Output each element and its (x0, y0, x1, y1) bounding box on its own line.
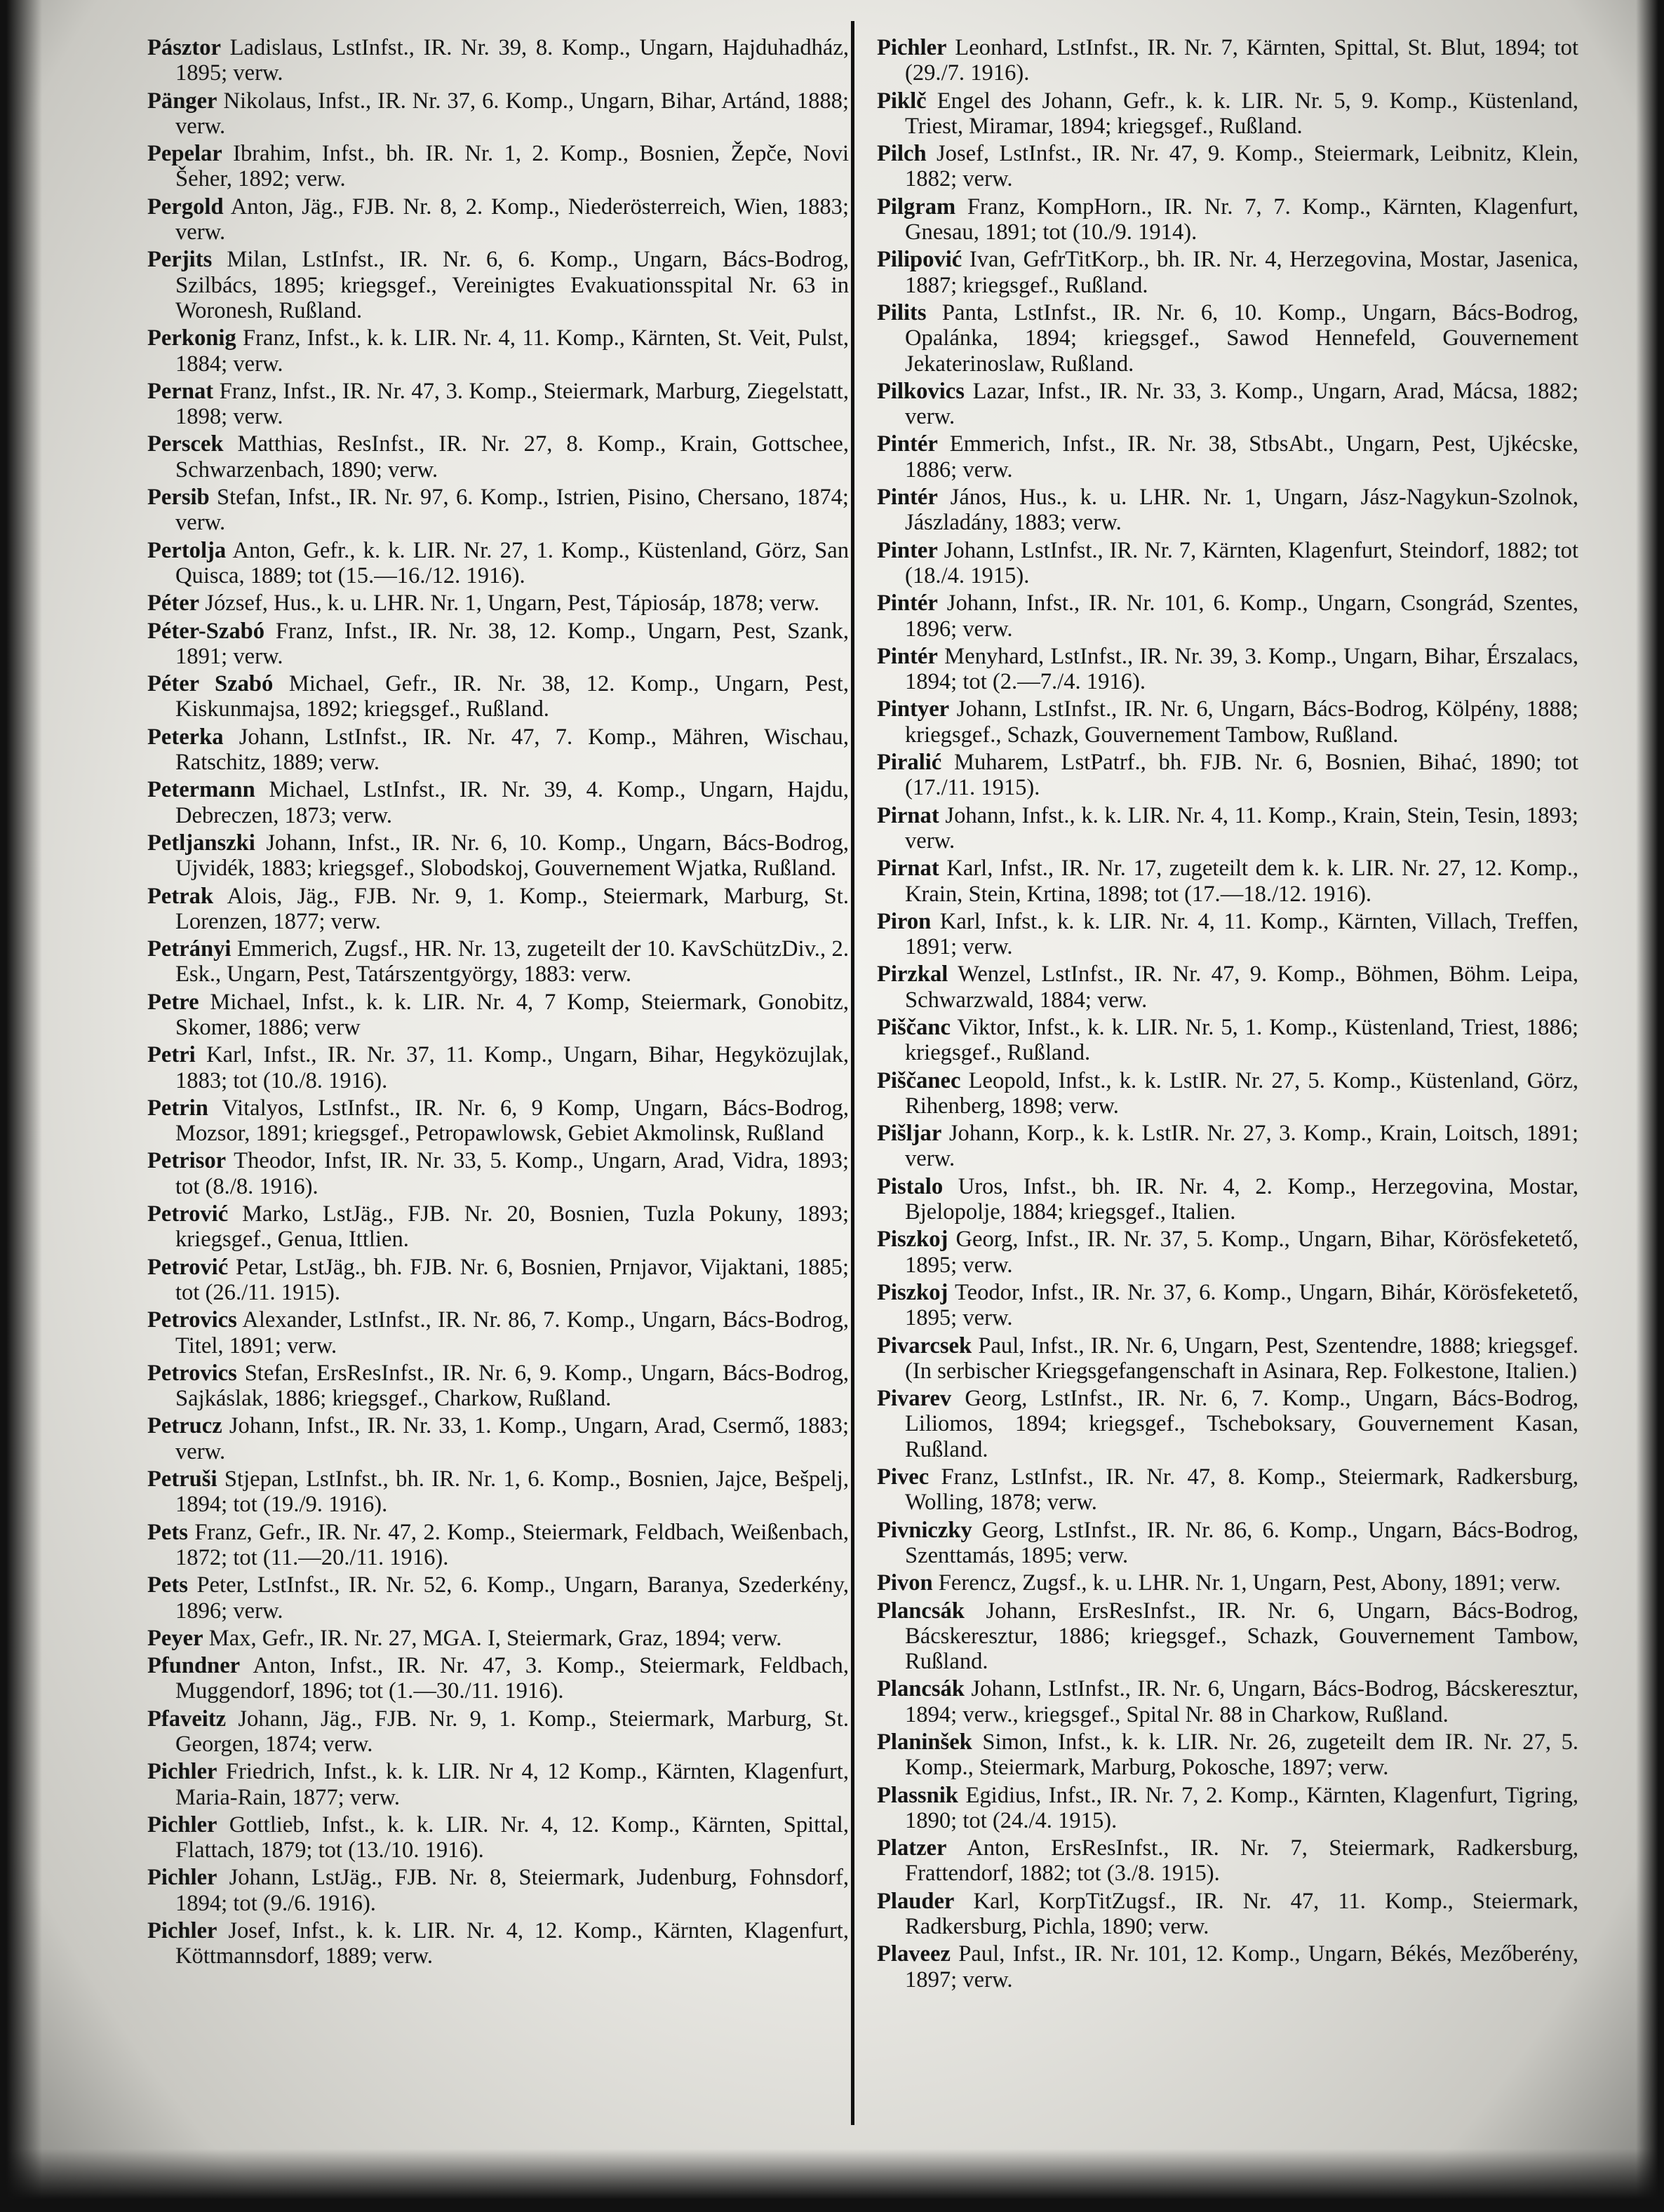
entry-details: Michael, Infst., k. k. LIR. Nr. 4, 7 Komp, Steiermark, Gonobitz, Skomer, 1886; verw (175, 989, 849, 1040)
entry-surname: Pergold (147, 194, 224, 220)
register-entry (147, 1759, 849, 1810)
entry-details: Muharem, LstPatrf., bh. FJB. Nr. 6, Bosnien, Bihać, 1890; tot (17./11. 1915). (905, 750, 1578, 801)
register-entry (147, 1706, 849, 1758)
entry-surname: Péter (147, 591, 200, 616)
entry-surname: Piralić (877, 750, 942, 776)
entry-details: Johann, Infst., k. k. LIR. Nr. 4, 11. Komp., Krain, Stein, Tesin, 1893; verw. (905, 802, 1578, 854)
register-entry (877, 1333, 1578, 1384)
register-entry (147, 1653, 849, 1704)
entry-surname: Petrović (147, 1201, 229, 1227)
register-entry (147, 671, 849, 722)
register-entry (877, 300, 1578, 377)
entry-surname: Petermann (147, 777, 255, 803)
entry-details: Ivan, GefrTitKorp., bh. IR. Nr. 4, Herzegovina, Mostar, Jasenica, 1887; kriegsgef., Rußland. (905, 247, 1578, 298)
register-entry (147, 1918, 849, 1969)
scan-shadow-left (0, 0, 42, 2212)
entry-surname: Pivon (877, 1570, 933, 1596)
entry-surname: Pišljar (877, 1121, 942, 1147)
entry-surname: Petrovics (147, 1360, 237, 1386)
entry-surname: Pepelar (147, 141, 222, 167)
register-entry (877, 1280, 1578, 1331)
entry-details: Anton, Infst., IR. Nr. 47, 3. Komp., Steiermark, Feldbach, Muggendorf, 1896; tot (1.—30./11. 1916). (175, 1653, 849, 1704)
register-entry (877, 379, 1578, 430)
right-column (877, 35, 1578, 1995)
entry-surname: Planinšek (877, 1729, 972, 1755)
entry-details: Ferencz, Zugsf., k. u. LHR. Nr. 1, Ungarn, Pest, Abony, 1891; verw. (932, 1570, 1561, 1596)
register-entry (877, 962, 1578, 1013)
entry-details: Emmerich, Infst., IR. Nr. 38, StbsAbt., Ungarn, Pest, Ujkécske, 1886; verw. (905, 431, 1578, 483)
register-entry (877, 88, 1578, 140)
register-entry (147, 88, 849, 140)
entry-surname: Pilgram (877, 194, 956, 220)
entry-details: Anton, Jäg., FJB. Nr. 8, 2. Komp., Niederösterreich, Wien, 1883; verw. (175, 194, 849, 245)
register-entry (147, 1042, 849, 1093)
register-entry (147, 884, 849, 935)
register-entry (877, 35, 1578, 86)
register-entry (147, 1466, 849, 1518)
entry-surname: Plancsák (877, 1598, 965, 1624)
entry-surname: Pichler (877, 35, 947, 60)
entry-surname: Petrányi (147, 936, 232, 962)
entry-surname: Petrin (147, 1095, 208, 1121)
entry-details: Franz, Infst., IR. Nr. 38, 12. Komp., Ungarn, Pest, Szank, 1891; verw. (175, 618, 849, 669)
entry-details: Teodor, Infst., IR. Nr. 37, 6. Komp., Ungarn, Bihár, Körösfeketető, 1895; verw. (905, 1279, 1578, 1331)
register-entry (877, 1598, 1578, 1675)
register-entry (147, 1095, 849, 1147)
register-entry (877, 1941, 1578, 1992)
scan-shadow-right (1636, 0, 1664, 2212)
entry-details: Stjepan, LstInfst., bh. IR. Nr. 1, 6. Komp., Bosnien, Jajce, Bešpelj, 1894; tot (19./9. 1916). (175, 1466, 849, 1518)
entry-details: Franz, KompHorn., IR. Nr. 7, 7. Komp., Kärnten, Klagenfurt, Gnesau, 1891; tot (10./9. 1914). (905, 194, 1578, 245)
entry-details: Leopold, Infst., k. k. LstIR. Nr. 27, 5. Komp., Küstenland, Görz, Rihenberg, 1898; verw. (905, 1067, 1578, 1119)
entry-details: Johann, Infst., IR. Nr. 6, 10. Komp., Ungarn, Bács-Bodrog, Ujvidék, 1883; kriegsgef., Slobodskoj, Gouvernement Wjatka, Rußland. (175, 830, 849, 882)
entry-details: Georg, LstInfst., IR. Nr. 6, 7. Komp., Ungarn, Bács-Bodrog, Liliomos, 1894; kriegsgef., Tscheboksary, Gouvernement Kasan, Rußland. (905, 1386, 1578, 1462)
entry-details: Stefan, Infst., IR. Nr. 97, 6. Komp., Istrien, Pisino, Chersano, 1874; verw. (175, 485, 849, 536)
entry-surname: Pilch (877, 141, 927, 167)
entry-surname: Plancsák (877, 1676, 965, 1702)
entry-surname: Piščanc (877, 1014, 951, 1040)
register-entry (147, 247, 849, 323)
register-entry (147, 379, 849, 430)
entry-details: Uros, Infst., bh. IR. Nr. 4, 2. Komp., Herzegovina, Mostar, Bjelopolje, 1884; kriegsgef., Italien. (905, 1173, 1578, 1225)
register-entry (877, 1518, 1578, 1569)
entry-surname: Pintér (877, 485, 938, 511)
entry-surname: Pfaveitz (147, 1706, 227, 1732)
entry-details: Alexander, LstInfst., IR. Nr. 86, 7. Komp., Ungarn, Bács-Bodrog, Titel, 1891; verw. (175, 1307, 849, 1358)
entry-surname: Persib (147, 485, 210, 511)
entry-surname: Pistalo (877, 1173, 944, 1199)
register-entry (147, 777, 849, 828)
entry-surname: Perkonig (147, 325, 236, 351)
register-entry (147, 936, 849, 987)
entry-surname: Pinter (877, 537, 938, 563)
entry-details: Johann, Korp., k. k. LstIR. Nr. 27, 3. Komp., Krain, Loitsch, 1891; verw. (905, 1121, 1578, 1172)
register-entry (147, 538, 849, 589)
register-entry (877, 1464, 1578, 1516)
entry-details: Alois, Jäg., FJB. Nr. 9, 1. Komp., Steiermark, Marburg, St. Lorenzen, 1877; verw. (175, 883, 849, 934)
entry-details: Stefan, ErsResInfst., IR. Nr. 6, 9. Komp., Ungarn, Bács-Bodrog, Sajkáslak, 1886; kriegsgef., Charkow, Rußland. (175, 1360, 849, 1412)
entry-surname: Piszkoj (877, 1227, 948, 1253)
entry-details: Anton, ErsResInfst., IR. Nr. 7, Steiermark, Radkersburg, Frattendorf, 1882; tot (3./8. 1915). (905, 1835, 1578, 1887)
register-entry (877, 591, 1578, 642)
register-entry (147, 1413, 849, 1464)
entry-surname: Pänger (147, 88, 217, 114)
register-entry (147, 1572, 849, 1624)
register-entry (147, 1520, 849, 1571)
register-entry (877, 1889, 1578, 1940)
entry-surname: Pets (147, 1519, 188, 1545)
register-entry (147, 1626, 849, 1651)
register-entry (877, 1783, 1578, 1834)
entry-details: Karl, Infst., k. k. LIR. Nr. 4, 11. Komp., Kärnten, Villach, Treffen, 1891; verw. (905, 908, 1578, 960)
register-entry (147, 1307, 849, 1358)
entry-surname: Pirnat (877, 802, 939, 828)
entry-surname: Pirzkal (877, 962, 948, 987)
entry-surname: Pivniczky (877, 1517, 972, 1543)
entry-surname: Perscek (147, 431, 224, 457)
entry-surname: Plassnik (877, 1782, 958, 1808)
entry-surname: Piron (877, 908, 932, 934)
entry-details: Menyhard, LstInfst., IR. Nr. 39, 3. Komp., Ungarn, Bihar, Érszalacs, 1894; tot (2.—7./4. 1916). (905, 643, 1578, 695)
register-entry (877, 1676, 1578, 1727)
register-entry (147, 194, 849, 245)
entry-surname: Pintér (877, 643, 938, 669)
register-entry (147, 1865, 849, 1916)
entry-details: Emmerich, Zugsf., HR. Nr. 13, zugeteilt der 10. KavSchützDiv., 2. Esk., Ungarn, Pest, Tatárszentgyörgy, 1883: verw. (175, 936, 849, 987)
entry-details: Johann, LstInfst., IR. Nr. 6, Ungarn, Bács-Bodrog, Kölpény, 1888; kriegsgef., Schazk, Gouvernement Tambow, Rußland. (905, 696, 1578, 748)
column-divider (851, 21, 854, 2125)
entry-surname: Peyer (147, 1625, 203, 1651)
register-entry (147, 724, 849, 776)
register-entry (877, 909, 1578, 960)
entry-details: Leonhard, LstInfst., IR. Nr. 7, Kärnten, Spittal, St. Blut, 1894; tot (29./7. 1916). (905, 35, 1578, 86)
register-entry (877, 1386, 1578, 1462)
entry-surname: Pintyer (877, 696, 950, 722)
entry-details: Petar, LstJäg., bh. FJB. Nr. 6, Bosnien, Prnjavor, Vijaktani, 1885; tot (26./11. 1915). (175, 1254, 849, 1305)
entry-details: Josef, Infst., k. k. LIR. Nr. 4, 12. Komp., Kärnten, Klagenfurt, Köttmannsdorf, 1889; verw. (175, 1918, 849, 1969)
register-entry (877, 1174, 1578, 1225)
entry-details: Friedrich, Infst., k. k. LIR. Nr 4, 12 Komp., Kärnten, Klagenfurt, Maria-Rain, 1877; verw. (175, 1759, 849, 1810)
register-entry (877, 1729, 1578, 1781)
entry-details: Max, Gefr., IR. Nr. 27, MGA. I, Steiermark, Graz, 1894; verw. (203, 1625, 782, 1651)
entry-details: Johann, Infst., IR. Nr. 101, 6. Komp., Ungarn, Csongrád, Szentes, 1896; verw. (905, 591, 1578, 642)
entry-details: Karl, KorpTitZugsf., IR. Nr. 47, 11. Komp., Steiermark, Radkersburg, Pichla, 1890; verw. (905, 1888, 1578, 1940)
entry-surname: Petrucz (147, 1413, 222, 1439)
entry-details: Johann, ErsResInfst., IR. Nr. 6, Ungarn, Bács-Bodrog, Bácskeresztur, 1886; kriegsgef., Schazk, Gouvernement Tambow, Rußland. (905, 1598, 1578, 1675)
scan-shadow-bottom (0, 2149, 1664, 2212)
entry-details: Ladislaus, LstInfst., IR. Nr. 39, 8. Komp., Ungarn, Hajduhadház, 1895; verw. (175, 35, 849, 86)
entry-surname: Pernat (147, 378, 214, 404)
register-entry (147, 1201, 849, 1253)
entry-surname: Pivarev (877, 1386, 952, 1412)
entry-surname: Plaveez (877, 1941, 951, 1967)
entry-surname: Pichler (147, 1918, 217, 1944)
entry-surname: Pivec (877, 1464, 930, 1490)
entry-details: Gottlieb, Infst., k. k. LIR. Nr. 4, 12. Komp., Kärnten, Spittal, Flattach, 1879; tot (13./10. 1916). (175, 1812, 849, 1863)
entry-details: Vitalyos, LstInfst., IR. Nr. 6, 9 Komp, Ungarn, Bács-Bodrog, Mozsor, 1891; kriegsgef., Petropawlowsk, Gebiet Akmolinsk, Rußland (175, 1095, 849, 1147)
entry-details: Michael, Gefr., IR. Nr. 38, 12. Komp., Ungarn, Pest, Kiskunmajsa, 1892; kriegsgef., Rußland. (175, 671, 849, 722)
entry-surname: Pets (147, 1572, 188, 1598)
entry-details: Franz, Infst., IR. Nr. 47, 3. Komp., Steiermark, Marburg, Ziegelstatt, 1898; verw. (175, 378, 849, 430)
entry-surname: Piklč (877, 88, 927, 114)
entry-surname: Peterka (147, 724, 224, 750)
register-entry (877, 485, 1578, 536)
entry-details: Franz, Infst., k. k. LIR. Nr. 4, 11. Komp., Kärnten, St. Veit, Pulst, 1884; verw. (175, 325, 849, 377)
entry-details: Marko, LstJäg., FJB. Nr. 20, Bosnien, Tuzla Pokuny, 1893; kriegsgef., Genua, Ittlien. (175, 1201, 849, 1253)
entry-surname: Péter-Szabó (147, 618, 265, 644)
entry-surname: Petrovics (147, 1307, 237, 1333)
entry-details: János, Hus., k. u. LHR. Nr. 1, Ungarn, Jász-Nagykun-Szolnok, Jászladány, 1883; verw. (905, 485, 1578, 536)
left-column (147, 35, 849, 1971)
entry-surname: Petrović (147, 1254, 229, 1280)
register-entry (877, 856, 1578, 907)
register-entry (147, 619, 849, 670)
entry-details: Karl, Infst., IR. Nr. 37, 11. Komp., Ungarn, Bihar, Hegyközujlak, 1883; tot (10./8. 1916). (175, 1042, 849, 1093)
register-entry (147, 485, 849, 536)
entry-surname: Petruši (147, 1466, 217, 1492)
entry-details: Milan, LstInfst., IR. Nr. 6, 6. Komp., Ungarn, Bács-Bodrog, Szilbács, 1895; kriegsgef., Vereinigtes Evakuationsspital Nr. 63 in Woronesh, Rußland. (175, 247, 849, 323)
entry-details: Georg, Infst., IR. Nr. 37, 5. Komp., Ungarn, Bihar, Körösfeketető, 1895; verw. (905, 1227, 1578, 1278)
entry-details: Matthias, ResInfst., IR. Nr. 27, 8. Komp., Krain, Gottschee, Schwarzenbach, 1890; verw. (175, 431, 849, 483)
register-entry (877, 644, 1578, 695)
register-entry (877, 247, 1578, 298)
entry-surname: Pintér (877, 431, 938, 457)
register-entry (877, 141, 1578, 192)
entry-surname: Perjits (147, 247, 213, 273)
register-entry (147, 1255, 849, 1306)
entry-surname: Pichler (147, 1865, 217, 1891)
entry-surname: Pilipović (877, 247, 962, 273)
register-entry (877, 696, 1578, 748)
entry-surname: Pfundner (147, 1653, 241, 1679)
entry-surname: Pichler (147, 1759, 217, 1785)
register-entry (877, 1835, 1578, 1887)
entry-surname: Pivarcsek (877, 1333, 972, 1358)
entry-details: Engel des Johann, Gefr., k. k. LIR. Nr. 5, 9. Komp., Küstenland, Triest, Miramar, 1894; kriegsgef., Rußland. (905, 88, 1578, 139)
register-entry (877, 1068, 1578, 1119)
entry-surname: Pilits (877, 299, 927, 325)
register-entry (877, 1015, 1578, 1066)
entry-details: Johann, LstInfst., IR. Nr. 7, Kärnten, Klagenfurt, Steindorf, 1882; tot (18./4. 1915). (905, 537, 1578, 588)
register-entry (877, 1570, 1578, 1596)
entry-details: Franz, LstInfst., IR. Nr. 47, 8. Komp., Steiermark, Radkersburg, Wolling, 1878; verw. (905, 1464, 1578, 1516)
entry-details: Lazar, Infst., IR. Nr. 33, 3. Komp., Ungarn, Arad, Mácsa, 1882; verw. (905, 378, 1578, 430)
entry-surname: Petri (147, 1042, 196, 1068)
entry-details: Johann, LstInfst., IR. Nr. 6, Ungarn, Bács-Bodrog, Bácskeresztur, 1894; verw., kriegsgef., Spital Nr. 88 in Charkow, Rußland. (905, 1676, 1578, 1727)
entry-surname: Petljanszki (147, 830, 255, 856)
entry-details: Nikolaus, Infst., IR. Nr. 37, 6. Komp., Ungarn, Bihar, Artánd, 1888; verw. (175, 88, 849, 139)
entry-details: Johann, Jäg., FJB. Nr. 9, 1. Komp., Steiermark, Marburg, St. Georgen, 1874; verw. (175, 1706, 849, 1757)
register-entry (877, 1227, 1578, 1278)
register-entry (877, 431, 1578, 483)
register-entry (147, 591, 849, 616)
register-entry (147, 141, 849, 192)
register-entry (877, 750, 1578, 801)
entry-surname: Petrak (147, 883, 214, 909)
entry-details: Josef, LstInfst., IR. Nr. 47, 9. Komp., Steiermark, Leibnitz, Klein, 1882; verw. (905, 141, 1578, 192)
entry-details: Johann, Infst., IR. Nr. 33, 1. Komp., Ungarn, Arad, Csermő, 1883; verw. (175, 1413, 849, 1464)
entry-surname: Pintér (877, 591, 938, 616)
entry-details: Karl, Infst., IR. Nr. 17, zugeteilt dem k. k. LIR. Nr. 27, 12. Komp., Krain, Stein, Krtina, 1898; tot (17.—18./12. 1916). (905, 856, 1578, 907)
entry-details: Egidius, Infst., IR. Nr. 7, 2. Komp., Kärnten, Klagenfurt, Tigring, 1890; tot (24./4. 1915). (905, 1782, 1578, 1833)
entry-surname: Pilkovics (877, 378, 965, 404)
register-entry (877, 1121, 1578, 1172)
register-entry (147, 1361, 849, 1412)
entry-surname: Piščanec (877, 1067, 961, 1093)
entry-details: Theodor, Infst, IR. Nr. 33, 5. Komp., Ungarn, Arad, Vidra, 1893; tot (8./8. 1916). (175, 1148, 849, 1199)
entry-details: Paul, Infst., IR. Nr. 6, Ungarn, Pest, Szentendre, 1888; kriegsgef. (In serbischer Kriegsgefangenschaft in Asinara, Rep. Folkestone, Italien.) (905, 1333, 1578, 1384)
register-entry (147, 990, 849, 1041)
entry-surname: Platzer (877, 1835, 947, 1861)
entry-surname: Pirnat (877, 856, 939, 882)
register-entry (147, 325, 849, 377)
register-entry (877, 538, 1578, 589)
entry-details: Simon, Infst., k. k. LIR. Nr. 26, zugeteilt dem IR. Nr. 27, 5. Komp., Steiermark, Marburg, Pokosche, 1897; verw. (905, 1729, 1578, 1781)
register-entry (877, 803, 1578, 854)
entry-surname: Pásztor (147, 35, 221, 60)
entry-surname: Plauder (877, 1888, 955, 1914)
entry-surname: Piszkoj (877, 1279, 948, 1305)
entry-details: Ibrahim, Infst., bh. IR. Nr. 1, 2. Komp., Bosnien, Žepče, Novi Šeher, 1892; verw. (175, 141, 849, 192)
entry-details: Panta, LstInfst., IR. Nr. 6, 10. Komp., Ungarn, Bács-Bodrog, Opalánka, 1894; kriegsgef., Sawod Hennefeld, Gouvernement Jekaterinoslaw, Rußland. (905, 299, 1578, 377)
entry-surname: Pichler (147, 1812, 217, 1837)
entry-details: Johann, LstInfst., IR. Nr. 47, 7. Komp., Mähren, Wischau, Ratschitz, 1889; verw. (175, 724, 849, 776)
register-entry (147, 431, 849, 483)
entry-details: Anton, Gefr., k. k. LIR. Nr. 27, 1. Komp., Küstenland, Görz, San Quisca, 1889; tot (15.—16./12. 1916). (175, 537, 849, 588)
entry-surname: Petrisor (147, 1148, 227, 1174)
register-entry (147, 1148, 849, 1199)
entry-details: Franz, Gefr., IR. Nr. 47, 2. Komp., Steiermark, Feldbach, Weißenbach, 1872; tot (11.—20./11. 1916). (175, 1519, 849, 1570)
entry-details: Peter, LstInfst., IR. Nr. 52, 6. Komp., Ungarn, Baranya, Szederkény, 1896; verw. (175, 1572, 849, 1624)
entry-details: Paul, Infst., IR. Nr. 101, 12. Komp., Ungarn, Békés, Mezőberény, 1897; verw. (905, 1941, 1578, 1992)
entry-surname: Péter Szabó (147, 671, 274, 697)
register-entry (877, 194, 1578, 245)
entry-details: Georg, LstInfst., IR. Nr. 86, 6. Komp., Ungarn, Bács-Bodrog, Szenttamás, 1895; verw. (905, 1517, 1578, 1568)
entry-details: Johann, LstJäg., FJB. Nr. 8, Steiermark, Judenburg, Fohnsdorf, 1894; tot (9./6. 1916). (175, 1865, 849, 1916)
entry-details: Viktor, Infst., k. k. LIR. Nr. 5, 1. Komp., Küstenland, Triest, 1886; kriegsgef., Rußland. (905, 1014, 1578, 1066)
entry-surname: Petre (147, 989, 199, 1015)
register-entry (147, 830, 849, 882)
entry-details: József, Hus., k. u. LHR. Nr. 1, Ungarn, Pest, Tápiosáp, 1878; verw. (199, 591, 820, 616)
register-entry (147, 1812, 849, 1863)
entry-details: Michael, LstInfst., IR. Nr. 39, 4. Komp., Ungarn, Hajdu, Debreczen, 1873; verw. (175, 777, 849, 828)
register-entry (147, 35, 849, 86)
entry-surname: Pertolja (147, 537, 227, 563)
entry-details: Wenzel, LstInfst., IR. Nr. 47, 9. Komp., Böhmen, Böhm. Leipa, Schwarzwald, 1884; verw. (905, 962, 1578, 1013)
